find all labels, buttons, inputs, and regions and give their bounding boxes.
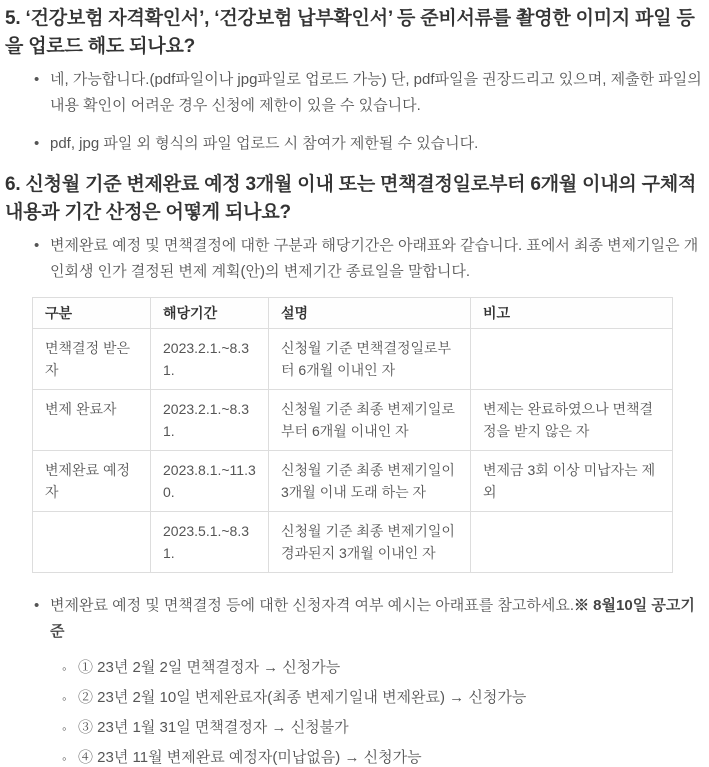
circle-bullet-icon: ◦	[62, 691, 67, 706]
table-header-cell: 설명	[269, 298, 471, 329]
answer-item	[5, 67, 705, 119]
table-cell: 신청월 기준 면책결정일로부터 6개월 이내인 자	[269, 329, 471, 390]
table-cell: 변제완료 예정자	[33, 451, 151, 512]
circle-bullet-icon: ◦	[62, 721, 67, 736]
example-item	[50, 690, 705, 706]
answer-text: 변제완료 예정 및 면책결정에 대한 구분과 해당기간은 아래표와 같습니다. 표에서 최종 변제기일은 개인회생 인가 결정된 변제 계획(안)의 변제기간 종료일을 말합니다.	[50, 237, 699, 280]
table-cell: 2023.2.1.~8.31.	[151, 329, 269, 390]
table-header-cell: 해당기간	[151, 298, 269, 329]
table-cell: 변제금 3회 이상 미납자는 제외	[471, 451, 673, 512]
example-list	[50, 660, 705, 766]
circle-bullet-icon: ◦	[62, 661, 67, 676]
question-5-answer-list	[5, 67, 705, 157]
table-row	[33, 329, 673, 390]
table-header-row	[33, 298, 673, 329]
note-text: 변제완료 예정 및 면책결정 등에 대한 신청자격 여부 예시는 아래표를 참고하세요.	[50, 597, 575, 614]
example-text: ④ 23년 11월 변제완료 예정자(미납없음) → 신청가능	[78, 749, 422, 766]
circle-bullet-icon: ◦	[62, 751, 67, 766]
question-6-heading: 6. 신청월 기준 변제완료 예정 3개월 이내 또는 면책결정일로부터 6개월 이내의 구체적 내용과 기간 산정은 어떻게 되나요?	[5, 174, 697, 223]
example-text: ③ 23년 1월 31일 면책결정자 → 신청불가	[78, 719, 349, 736]
table-header-cell: 구분	[33, 298, 151, 329]
answer-item	[5, 233, 705, 285]
example-item	[50, 660, 705, 676]
table-row	[33, 451, 673, 512]
example-text: ② 23년 2월 10일 변제완료자(최종 변제기일내 변제완료) → 신청가능	[78, 689, 527, 706]
bullet-icon: •	[34, 597, 40, 614]
table-row	[33, 390, 673, 451]
table-header-cell: 비고	[471, 298, 673, 329]
question-6-note-list	[5, 593, 705, 766]
question-6-intro-list	[5, 233, 705, 285]
table-cell: 2023.8.1.~11.30.	[151, 451, 269, 512]
eligibility-table	[32, 297, 673, 573]
example-text: ① 23년 2월 2일 면책결정자 → 신청가능	[78, 659, 341, 676]
table-row	[33, 512, 673, 573]
table-cell: 변제는 완료하였으나 면책결정을 받지 않은 자	[471, 390, 673, 451]
example-item	[50, 720, 705, 736]
example-item	[50, 750, 705, 766]
bullet-icon: •	[34, 237, 40, 254]
table-cell: 신청월 기준 최종 변제기일로부터 6개월 이내인 자	[269, 390, 471, 451]
table-cell	[471, 329, 673, 390]
answer-text: pdf, jpg 파일 외 형식의 파일 업로드 시 참여가 제한될 수 있습니다.	[50, 135, 479, 152]
table-cell: 면책결정 받은 자	[33, 329, 151, 390]
question-5-heading: 5. ‘건강보험 자격확인서’, ‘건강보험 납부확인서’ 등 준비서류를 촬영한 이미지 파일 등을 업로드 해도 되나요?	[5, 8, 695, 57]
table-cell: 2023.2.1.~8.31.	[151, 390, 269, 451]
note-bold-text: ※ 8월10일 공고기준	[50, 597, 695, 640]
answer-text: 네, 가능합니다.(pdf파일이나 jpg파일로 업로드 가능) 단, pdf파일을 권장드리고 있으며, 제출한 파일의 내용 확인이 어려운 경우 신청에 제한이 있을 수 있습니다.	[50, 71, 702, 114]
answer-item	[5, 593, 705, 766]
table-cell: 2023.5.1.~8.31.	[151, 512, 269, 573]
answer-item	[5, 131, 705, 157]
bullet-icon: •	[34, 135, 40, 152]
table-cell: 신청월 기준 최종 변제기일이 경과된지 3개월 이내인 자	[269, 512, 471, 573]
table-cell: 신청월 기준 최종 변제기일이 3개월 이내 도래 하는 자	[269, 451, 471, 512]
bullet-icon: •	[34, 71, 40, 88]
table-cell	[33, 512, 151, 573]
table-cell	[471, 512, 673, 573]
table-cell: 변제 완료자	[33, 390, 151, 451]
